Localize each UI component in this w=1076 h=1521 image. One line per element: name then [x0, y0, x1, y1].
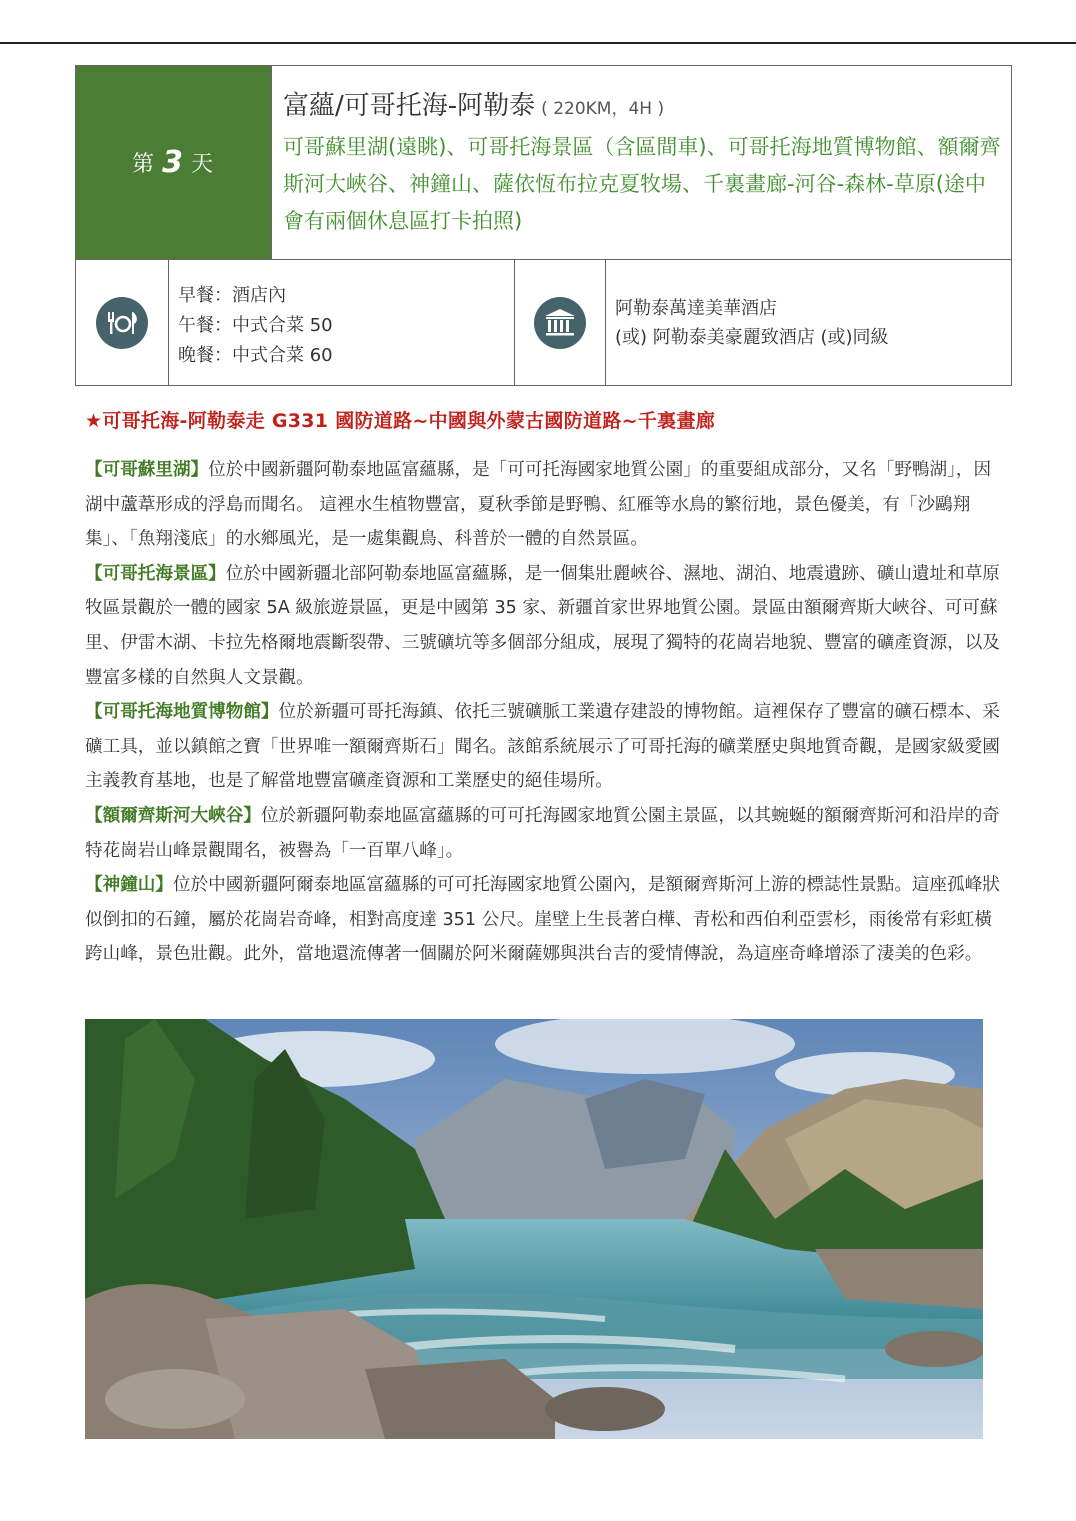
attraction-descriptions — [85, 453, 1005, 972]
route-description: 可哥蘇里湖(遠眺)、可哥托海景區（含區間車)、可哥托海地質博物館、額爾齊斯河大峽谷、神鐘山、薩依恆布拉克夏牧場、千裏畫廊-河谷-森林-草原(途中會有兩個休息區打卡拍照) — [283, 135, 1001, 233]
section-geology-museum — [85, 695, 1005, 799]
dinner-text: 晚餐：中式合菜 60 — [178, 345, 333, 366]
hotel-line-2: (或) 阿勒泰美豪麗致酒店 (或)同級 — [615, 327, 889, 348]
route-title-line — [283, 88, 1001, 127]
day-number-cell — [76, 66, 271, 259]
breakfast-text: 早餐：酒店內 — [178, 285, 286, 306]
meal-icon-cell — [76, 260, 169, 386]
day-prefix: 第 — [132, 152, 157, 177]
route-distance: ( 220KM，4H ) — [541, 99, 665, 119]
section-label: 【額爾齊斯河大峽谷】 — [85, 805, 261, 826]
lunch-text: 午餐：中式合菜 50 — [178, 315, 333, 336]
highlight-heading: ★可哥托海-阿勒泰走 G331 國防道路~中國與外蒙古國防道路~千裏畫廊 — [85, 410, 716, 432]
meals-hotel-row — [76, 259, 1011, 386]
section-label: 【可哥蘇里湖】 — [85, 460, 209, 480]
section-kekesuli-lake — [85, 453, 1005, 557]
day-number: 3 — [162, 145, 185, 180]
route-title: 富蘊/可哥托海-阿勒泰 — [283, 91, 536, 121]
meal-list — [178, 281, 333, 371]
section-koktokay-scenic-area — [85, 557, 1005, 695]
river-canyon-photo — [85, 1019, 983, 1439]
section-label: 【可哥托海地質博物館】 — [85, 702, 279, 723]
utensils-icon — [96, 297, 148, 349]
section-text: 位於中國新疆阿勒泰地區富蘊縣，是「可可托海國家地質公園」的重要組成部分，又名「野鴨湖」，因湖中蘆葦形成的浮島而聞名。 這裡水生植物豐富，夏秋季節是野鴨、紅雁等水鳥的繁衍地，景色優美，有「沙鷗翔集」、「魚翔淺底」的水鄉風光，是一處集觀鳥、科普於一體的自然景區。 — [85, 460, 992, 550]
section-text: 位於新疆阿勒泰地區富蘊縣的可可托海國家地質公園主景區，以其蜿蜒的額爾齊斯河和沿岸的奇特花崗岩山峰景觀聞名，被譽為「一百單八峰」。 — [85, 805, 1000, 861]
section-text: 位於中國新疆北部阿勒泰地區富蘊縣，是一個集壯麗峽谷、濕地、湖泊、地震遺跡、礦山遺址和草原牧區景觀於一體的國家 5A 級旅遊景區，更是中國第 35 家、新疆首家世界地質公園。景區由額爾齊斯大峽谷、可可蘇里、伊雷木湖、卡拉先格爾地震斷裂帶、三號礦坑等多個部分組成，展現了獨特的花崗岩地貌、豐富的礦產資源，以及豐富多樣的自然與人文景觀。 — [85, 563, 1000, 688]
hotel-info — [615, 294, 889, 352]
top-rule — [0, 42, 1076, 44]
section-shenzhong-mountain — [85, 868, 1005, 972]
route-cell — [271, 66, 1011, 259]
day-itinerary-table — [75, 65, 1012, 386]
day-suffix: 天 — [190, 152, 215, 177]
museum-building-icon — [534, 297, 586, 349]
section-text: 位於新疆可哥托海鎮、依托三號礦脈工業遺存建設的博物館。這裡保存了豐富的礦石標本、采礦工具，並以鎮館之寶「世界唯一額爾齊斯石」聞名。該館系統展示了可哥托海的礦業歷史與地質奇觀，是國家級愛國主義教育基地，也是了解當地豐富礦產資源和工業歷史的絕佳場所。 — [85, 702, 1000, 792]
section-text: 位於中國新疆阿爾泰地區富蘊縣的可可托海國家地質公園內，是額爾齊斯河上游的標誌性景點。這座孤峰狀似倒扣的石鐘，屬於花崗岩奇峰，相對高度達 351 公尺。崖壁上生長著白樺、青松和西伯利亞雲杉，雨後常有彩虹橫跨山峰，景色壯觀。此外，當地還流傳著一個關於阿米爾薩娜與洪台吉的愛情傳說，為這座奇峰增添了淒美的色彩。 — [85, 875, 1000, 965]
hotel-line-1: 阿勒泰萬達美華酒店 — [615, 298, 777, 319]
section-label: 【神鐘山】 — [85, 875, 173, 896]
hotel-icon-cell — [514, 260, 606, 386]
section-label: 【可哥托海景區】 — [85, 563, 226, 584]
section-irtysh-canyon — [85, 799, 1005, 868]
